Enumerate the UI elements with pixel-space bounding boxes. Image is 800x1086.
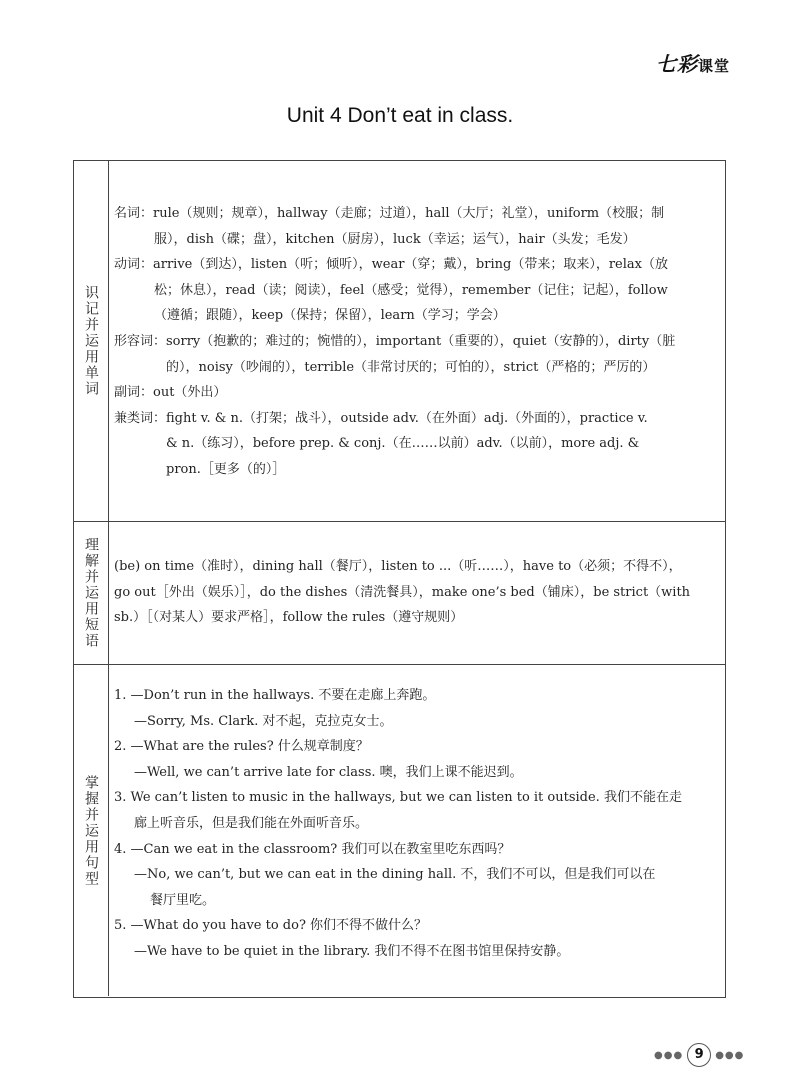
sentences-row <box>74 665 725 996</box>
sentence-line: 5. —What do you have to do? 你们不得不做什么？ <box>114 918 428 934</box>
words-line: 副词：out（外出） <box>114 385 227 401</box>
sentence-line: 1. —Don’t run in the hallways. 不要在走廊上奔跑。 <box>114 688 436 703</box>
sentence-line: —We have to be quiet in the library. 我们不得不在图书馆里保持安静。 <box>134 943 570 959</box>
page-number <box>654 1043 744 1067</box>
sentences-label-cell <box>74 665 109 996</box>
page-title: Unit 4 Don’t eat in class. <box>286 104 514 127</box>
phrases-line: (be) on time（准时），dining hall（餐厅），listen to ...（听……），have to（必须；不得不）， <box>114 559 682 574</box>
words-line: （遵循；跟随），keep（保持；保留），learn（学习；学会） <box>154 308 506 324</box>
sentences-content <box>114 683 719 965</box>
words-line: 动词：arrive（到达），listen（听；倾听），wear（穿；戴），bring（带来；取来），relax（放 <box>114 257 668 273</box>
sentence-line: 3. We can’t listen to music in the hallways, but we can listen to it outside. 我们不能在走 <box>114 790 682 806</box>
phrases-content <box>114 554 719 631</box>
words-line: 形容词：sorry（抱歉的；难过的；惋惜的），important（重要的），quiet（安静的），dirty（脏 <box>114 333 676 349</box>
phrases-label: 理解并运用短语 <box>83 537 99 649</box>
words-line: 服），dish（碟；盘），kitchen（厨房），luck（幸运；运气），hair（头发；毛发） <box>154 231 636 247</box>
words-content <box>114 201 719 483</box>
sentence-line: 2. —What are the rules? 什么规章制度？ <box>114 739 369 755</box>
words-label: 识记并运用单词 <box>83 285 99 397</box>
words-row <box>74 161 725 522</box>
study-table <box>73 160 726 998</box>
words-line: 名词：rule（规则；规章），hallway（走廊；过道），hall（大厅；礼堂），uniform（校服；制 <box>114 206 665 221</box>
sentence-line: —Sorry, Ms. Clark. 对不起，克拉克女士。 <box>134 713 393 729</box>
dots-left-icon: ●●● <box>654 1049 684 1061</box>
phrases-label-cell <box>74 522 109 664</box>
sentence-line: 餐厅里吃。 <box>150 892 216 908</box>
words-line: 的），noisy（吵闹的），terrible（非常讨厌的；可怕的），strict（严格的；严厉的） <box>166 359 656 375</box>
words-line: & n.（练习），before prep. & conj.（在……以前）adv.（以前），more adj. & <box>166 436 640 452</box>
brand-subtext: 课堂 <box>697 57 730 75</box>
sentence-line: —Well, we can’t arrive late for class. 噢，我们上课不能迟到。 <box>134 764 523 780</box>
phrases-line: sb.）［（对某人）要求严格］，follow the rules（遵守规则） <box>114 610 464 626</box>
words-line: pron.［更多（的）］ <box>166 461 286 477</box>
page-number-badge: 9 <box>687 1043 711 1067</box>
words-line: 松；休息），read（读；阅读），feel（感受；觉得），remember（记住；记起），follow <box>154 282 668 298</box>
sentence-line: 廊上听音乐，但是我们能在外面听音乐。 <box>134 815 369 831</box>
phrases-line: go out［外出（娱乐）］，do the dishes（清洗餐具），make one’s bed（铺床），be strict（with <box>114 584 691 600</box>
dots-right-icon: ●●● <box>715 1049 745 1061</box>
sentences-label: 掌握并运用句型 <box>83 774 99 887</box>
brand-text: 七彩 <box>655 52 698 76</box>
words-line: 兼类词：fight v. & n.（打架；战斗），outside adv.（在外面）adj.（外面的），practice v. <box>114 410 648 426</box>
sentence-line: 4. —Can we eat in the classroom? 我们可以在教室里吃东西吗？ <box>114 841 511 857</box>
phrases-row <box>74 522 725 665</box>
words-label-cell <box>74 161 109 521</box>
sentence-line: —No, we can’t, but we can eat in the dining hall. 不，我们不可以，但是我们可以在 <box>134 867 656 883</box>
brand-logo <box>656 48 730 77</box>
